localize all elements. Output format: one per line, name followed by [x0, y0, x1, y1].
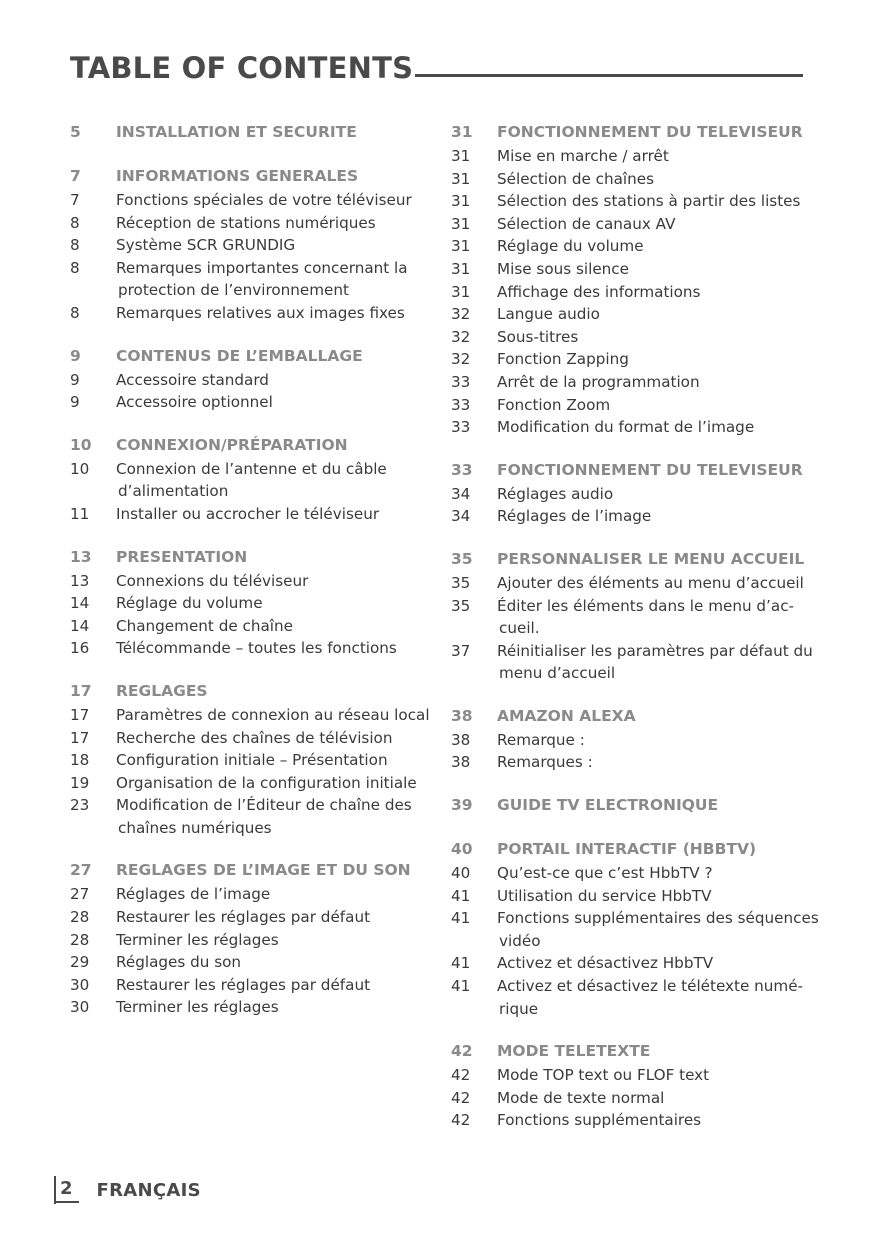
entry-page-number: 32	[451, 305, 471, 324]
entry-title-line: Éditer les éléments dans le menu d’ac-	[497, 596, 795, 615]
entry-title	[116, 637, 430, 660]
entry-title-line: Télécommande – toutes les fonctions	[116, 639, 397, 658]
toc-entry[interactable]	[70, 704, 430, 727]
entry-title	[116, 615, 430, 638]
entry-title	[497, 258, 811, 281]
entry-page-number: 27	[70, 885, 90, 904]
entry-title-line: Fonctions supplémentaires	[497, 1111, 702, 1130]
entry-title-line: Remarque :	[497, 730, 585, 749]
entry-title	[116, 749, 430, 772]
toc-entry[interactable]	[451, 975, 811, 1020]
section-page-number: 40	[451, 840, 473, 859]
entry-page-number: 23	[70, 796, 90, 815]
section-title: FONCTIONNEMENT DU TELEVISEUR	[497, 123, 803, 141]
entry-title-line: Paramètres de connexion au réseau local	[116, 705, 430, 724]
entry-page-number: 38	[451, 753, 471, 772]
entry-title	[497, 640, 813, 685]
entry-page-number: 34	[451, 507, 471, 526]
entry-title	[116, 391, 430, 414]
toc-entry[interactable]	[70, 883, 430, 906]
toc-section	[451, 457, 811, 528]
entry-page-number: 28	[70, 908, 90, 927]
entry-title	[497, 751, 811, 774]
entry-title-line: protection de l’environnement	[118, 281, 349, 300]
footer-page-number: 2	[56, 1177, 79, 1203]
section-heading[interactable]	[70, 678, 430, 704]
section-page-number: 10	[70, 435, 92, 454]
toc-entry[interactable]	[70, 727, 430, 750]
section-title: INFORMATIONS GENERALES	[116, 167, 359, 185]
entry-title-line: Fonction Zapping	[497, 350, 629, 369]
toc-entry[interactable]	[451, 640, 811, 685]
entry-title	[497, 483, 811, 506]
entry-page-number: 41	[451, 977, 471, 996]
entry-title-line: Mise sous silence	[497, 259, 629, 278]
entry-page-number: 30	[70, 998, 90, 1017]
section-title: CONNEXION/PRÉPARATION	[116, 435, 348, 454]
section-title: PORTAIL INTERACTIF (HBBTV)	[497, 840, 757, 859]
toc-section	[70, 119, 430, 145]
entry-title	[497, 303, 811, 326]
entry-page-number: 33	[451, 372, 471, 391]
toc-entry[interactable]	[451, 371, 811, 394]
entry-page-number: 31	[451, 282, 471, 301]
entry-page-number: 41	[451, 909, 471, 928]
toc-entry[interactable]	[451, 281, 811, 304]
toc-entry[interactable]	[70, 189, 430, 212]
entry-title	[497, 862, 811, 885]
section-title: REGLAGES DE L’IMAGE ET DU SON	[116, 861, 411, 880]
entry-title-line: Mise en marche / arrêt	[497, 147, 669, 165]
section-page-number: 5	[70, 123, 81, 141]
entry-title	[497, 975, 811, 1020]
section-page-number: 42	[451, 1042, 473, 1061]
entry-title-line: cueil.	[499, 619, 540, 638]
toc-entry[interactable]	[70, 615, 430, 638]
toc-entry[interactable]	[70, 503, 430, 526]
entry-title	[116, 974, 430, 997]
toc-entry[interactable]	[451, 885, 811, 908]
entry-title-line: Modification de l’Éditeur de chaîne des	[116, 796, 412, 815]
entry-title	[497, 326, 811, 349]
entry-title	[116, 906, 430, 929]
entry-title	[116, 212, 430, 235]
section-heading[interactable]	[451, 703, 811, 729]
entry-page-number: 9	[70, 393, 80, 412]
entry-title-line: Connexion de l’antenne et du câble	[116, 459, 387, 478]
entry-title-line: Réglages audio	[497, 484, 614, 503]
entry-title	[497, 595, 811, 640]
toc-entry[interactable]	[451, 348, 811, 371]
entry-title	[116, 883, 430, 906]
entry-title	[497, 505, 811, 528]
toc-entry[interactable]	[70, 996, 430, 1019]
section-title: INSTALLATION ET SECURITE	[116, 123, 357, 141]
entry-title-line: d’alimentation	[118, 482, 229, 501]
entry-title-line: Arrêt de la programmation	[497, 372, 700, 391]
entry-page-number: 19	[70, 773, 90, 792]
entry-page-number: 28	[70, 930, 90, 949]
entry-title	[116, 503, 430, 526]
section-heading[interactable]	[451, 836, 811, 862]
entry-title-line: Remarques :	[497, 753, 593, 772]
entry-title-line: Terminer les réglages	[116, 998, 279, 1017]
entry-title	[116, 369, 430, 392]
toc-entry[interactable]	[70, 592, 430, 615]
toc-section	[70, 432, 430, 526]
entry-title	[116, 727, 430, 750]
entry-page-number: 31	[451, 237, 471, 256]
section-title: PERSONNALISER LE MENU ACCUEIL	[497, 549, 805, 568]
entry-title	[497, 371, 811, 394]
page-title: TABLE OF CONTENTS	[70, 51, 414, 85]
entry-title-line: Restaurer les réglages par défaut	[116, 908, 371, 927]
toc-entry[interactable]	[70, 749, 430, 772]
entry-page-number: 35	[451, 596, 471, 615]
entry-title-line: Activez et désactivez HbbTV	[497, 954, 714, 973]
toc-entry[interactable]	[70, 794, 430, 839]
toc-entry[interactable]	[451, 751, 811, 774]
entry-page-number: 18	[70, 751, 90, 770]
entry-title-line: Réglages de l’image	[497, 507, 652, 526]
entry-title-line: Fonction Zoom	[497, 395, 611, 414]
entry-title	[116, 189, 430, 212]
section-title: CONTENUS DE L’EMBALLAGE	[116, 346, 363, 365]
toc-entry[interactable]	[451, 258, 811, 281]
entry-title	[497, 190, 811, 213]
section-title: GUIDE TV ELECTRONIQUE	[497, 796, 719, 815]
footer-language: FRANÇAIS	[96, 1179, 201, 1201]
entry-title-line: Mode de texte normal	[497, 1088, 665, 1107]
entry-page-number: 9	[70, 370, 80, 389]
entry-title-line: Affichage des informations	[497, 282, 701, 301]
entry-title-line: Ajouter des éléments au menu d’accueil	[497, 573, 804, 592]
section-heading[interactable]	[451, 546, 811, 572]
entry-title-line: Réception de stations numériques	[116, 213, 376, 232]
section-page-number: 9	[70, 346, 81, 365]
section-heading[interactable]	[70, 343, 430, 369]
toc-entry[interactable]	[451, 168, 811, 191]
entry-title-line: Terminer les réglages	[116, 930, 279, 949]
section-heading[interactable]	[70, 544, 430, 570]
section-heading[interactable]	[70, 857, 430, 883]
entry-title-line: chaînes numériques	[118, 818, 272, 837]
page-header	[70, 44, 803, 84]
toc-entry[interactable]	[70, 391, 430, 414]
entry-title	[497, 416, 811, 439]
entry-page-number: 14	[70, 616, 90, 635]
section-page-number: 39	[451, 796, 473, 815]
entry-page-number: 34	[451, 484, 471, 503]
toc-entry[interactable]	[451, 862, 811, 885]
toc-section	[451, 119, 811, 439]
entry-title-line: Installer ou accrocher le téléviseur	[116, 504, 380, 523]
toc-section	[70, 678, 430, 840]
entry-title-line: Réglage du volume	[116, 594, 263, 613]
toc-entry[interactable]	[451, 907, 819, 952]
section-page-number: 7	[70, 167, 81, 185]
entry-title-line: Réinitialiser les paramètres par défaut du	[497, 641, 813, 660]
toc-section	[451, 792, 811, 818]
entry-title	[497, 348, 811, 371]
entry-page-number: 8	[70, 236, 80, 255]
toc-entry[interactable]	[70, 951, 430, 974]
entry-title-line: Remarques relatives aux images fixes	[116, 303, 405, 322]
entry-title	[497, 572, 811, 595]
entry-title	[116, 794, 430, 839]
entry-title-line: Remarques importantes concernant la	[116, 258, 408, 277]
section-title: PRESENTATION	[116, 547, 248, 566]
toc-entry[interactable]	[451, 505, 811, 528]
entry-title-line: Accessoire standard	[116, 370, 269, 389]
section-heading[interactable]	[70, 163, 430, 189]
entry-page-number: 31	[451, 169, 471, 188]
toc-entry[interactable]	[451, 595, 811, 640]
entry-title	[497, 281, 811, 304]
entry-title	[497, 729, 811, 752]
entry-title-line: menu d’accueil	[499, 664, 616, 683]
entry-title	[116, 996, 430, 1019]
section-page-number: 17	[70, 681, 92, 700]
entry-page-number: 41	[451, 886, 471, 905]
toc-entry[interactable]	[451, 416, 811, 439]
entry-title	[116, 772, 430, 795]
toc-entry[interactable]	[451, 235, 811, 258]
section-page-number: 13	[70, 547, 92, 566]
entry-page-number: 10	[70, 459, 90, 478]
toc-entry[interactable]	[70, 974, 430, 997]
entry-title-line: Sous-titres	[497, 327, 579, 346]
toc-section	[70, 163, 430, 325]
section-page-number: 31	[451, 123, 473, 141]
toc-entry[interactable]	[451, 326, 811, 349]
entry-title	[497, 1087, 811, 1110]
entry-title	[497, 907, 819, 952]
entry-title	[497, 1109, 811, 1132]
entry-page-number: 32	[451, 350, 471, 369]
entry-title-line: Sélection des stations à partir des listes	[497, 192, 801, 211]
entry-page-number: 31	[451, 259, 471, 278]
toc-entry[interactable]	[70, 302, 430, 325]
entry-page-number: 17	[70, 705, 90, 724]
section-heading[interactable]	[451, 119, 811, 145]
toc-entry[interactable]	[70, 458, 430, 503]
entry-title	[116, 592, 430, 615]
entry-title-line: Qu’est-ce que c’est HbbTV ?	[497, 864, 713, 883]
toc-entry[interactable]	[451, 394, 811, 417]
entry-page-number: 17	[70, 728, 90, 747]
entry-title-line: Changement de chaîne	[116, 616, 293, 635]
toc-section	[70, 544, 430, 660]
entry-title-line: vidéo	[499, 931, 541, 950]
entry-page-number: 31	[451, 147, 471, 165]
title-rule	[415, 74, 803, 77]
entry-title	[497, 213, 811, 236]
section-page-number: 35	[451, 549, 473, 568]
section-heading[interactable]	[451, 457, 811, 483]
entry-title	[116, 704, 430, 727]
toc-section	[70, 343, 430, 414]
toc-entry[interactable]	[70, 772, 430, 795]
entry-title	[116, 570, 430, 593]
entry-title-line: Connexions du téléviseur	[116, 571, 309, 590]
entry-title	[497, 394, 811, 417]
toc-entry[interactable]	[451, 1064, 811, 1087]
entry-title-line: Système SCR GRUNDIG	[116, 236, 296, 255]
entry-title-line: Sélection de canaux AV	[497, 214, 676, 233]
section-heading[interactable]	[451, 1038, 811, 1064]
entry-title-line: Réglage du volume	[497, 237, 644, 256]
toc-entry[interactable]	[70, 234, 430, 257]
entry-page-number: 31	[451, 192, 471, 211]
toc-left-column	[70, 119, 430, 1037]
toc-entry[interactable]	[451, 1087, 811, 1110]
entry-page-number: 8	[70, 303, 80, 322]
toc-section	[451, 1038, 811, 1132]
entry-title	[116, 257, 430, 302]
entry-title-line: Fonctions spéciales de votre téléviseur	[116, 191, 412, 209]
entry-title-line: Modification du format de l’image	[497, 418, 755, 437]
entry-title-line: rique	[499, 999, 539, 1018]
entry-title	[497, 235, 811, 258]
toc-entry[interactable]	[451, 1109, 811, 1132]
entry-page-number: 8	[70, 213, 80, 232]
entry-title-line: Langue audio	[497, 305, 600, 324]
entry-page-number: 30	[70, 975, 90, 994]
toc-entry[interactable]	[451, 729, 811, 752]
toc-section	[451, 836, 819, 1020]
page-footer	[54, 1176, 201, 1204]
entry-page-number: 8	[70, 258, 80, 277]
toc-entry[interactable]	[451, 483, 811, 506]
entry-page-number: 11	[70, 504, 90, 523]
entry-title-line: Activez et désactivez le télétexte numé-	[497, 977, 804, 996]
entry-page-number: 37	[451, 641, 471, 660]
entry-page-number: 29	[70, 953, 90, 972]
entry-title	[497, 168, 811, 191]
entry-title	[497, 885, 811, 908]
entry-page-number: 16	[70, 639, 90, 658]
entry-title-line: Fonctions supplémentaires des séquences	[497, 909, 819, 928]
toc-entry[interactable]	[70, 929, 430, 952]
section-page-number: 38	[451, 706, 473, 725]
toc-section	[451, 703, 811, 774]
entry-page-number: 40	[451, 864, 471, 883]
section-page-number: 27	[70, 861, 92, 880]
entry-page-number: 32	[451, 327, 471, 346]
toc-section	[451, 546, 811, 685]
entry-page-number: 13	[70, 571, 90, 590]
entry-page-number: 42	[451, 1066, 471, 1085]
toc-entry[interactable]	[451, 952, 811, 975]
entry-title	[116, 302, 430, 325]
entry-page-number: 41	[451, 954, 471, 973]
toc-entry[interactable]	[451, 190, 811, 213]
entry-title-line: Accessoire optionnel	[116, 393, 273, 412]
entry-title-line: Recherche des chaînes de télévision	[116, 728, 393, 747]
entry-title-line: Configuration initiale – Présentation	[116, 751, 388, 770]
entry-title-line: Mode TOP text ou FLOF text	[497, 1066, 710, 1085]
toc-entry[interactable]	[70, 369, 430, 392]
entry-title-line: Réglages du son	[116, 953, 242, 972]
section-title: MODE TELETEXTE	[497, 1042, 651, 1061]
toc-entry[interactable]	[70, 570, 430, 593]
entry-page-number: 35	[451, 573, 471, 592]
entry-title	[497, 1064, 811, 1087]
entry-title	[116, 929, 430, 952]
section-title: FONCTIONNEMENT DU TELEVISEUR	[497, 460, 803, 479]
toc-entry[interactable]	[70, 257, 430, 302]
entry-page-number: 42	[451, 1088, 471, 1107]
entry-title	[497, 952, 811, 975]
section-heading[interactable]	[70, 432, 430, 458]
toc-entry[interactable]	[451, 213, 811, 236]
toc-section	[70, 857, 430, 1019]
toc-entry[interactable]	[451, 303, 811, 326]
entry-page-number: 31	[451, 214, 471, 233]
entry-title	[116, 234, 430, 257]
entry-title-line: Sélection de chaînes	[497, 169, 655, 188]
entry-title-line: Organisation de la configuration initiale	[116, 773, 417, 792]
toc-entry[interactable]	[70, 212, 430, 235]
entry-page-number: 33	[451, 395, 471, 414]
section-heading[interactable]	[451, 792, 811, 818]
entry-page-number: 7	[70, 191, 80, 209]
section-title: REGLAGES	[116, 681, 208, 700]
section-title: AMAZON ALEXA	[497, 706, 636, 725]
entry-page-number: 42	[451, 1111, 471, 1130]
entry-title	[497, 145, 811, 168]
entry-title	[116, 458, 430, 503]
section-page-number: 33	[451, 460, 473, 479]
entry-page-number: 14	[70, 594, 90, 613]
entry-title-line: Utilisation du service HbbTV	[497, 886, 712, 905]
toc-right-column	[451, 119, 819, 1150]
entry-page-number: 33	[451, 418, 471, 437]
toc-entry[interactable]	[451, 572, 811, 595]
toc-entry[interactable]	[70, 906, 430, 929]
entry-title	[116, 951, 430, 974]
section-heading[interactable]	[70, 119, 430, 145]
entry-page-number: 38	[451, 730, 471, 749]
entry-title-line: Réglages de l’image	[116, 885, 271, 904]
entry-title-line: Restaurer les réglages par défaut	[116, 975, 371, 994]
toc-entry[interactable]	[70, 637, 430, 660]
toc-entry[interactable]	[451, 145, 811, 168]
